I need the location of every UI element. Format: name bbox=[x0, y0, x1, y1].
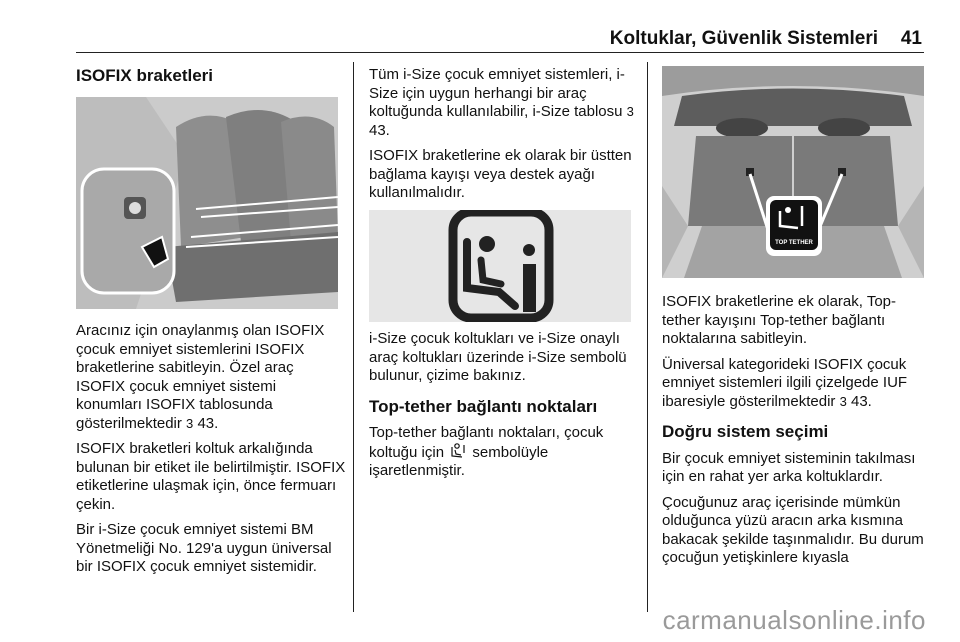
isofix-heading: ISOFIX braketleri bbox=[76, 66, 213, 85]
page-number: 41 bbox=[900, 28, 922, 49]
isize-paragraph-3: i-Size çocuk koltukları ve i-Size onaylı araç koltukları üzerinde i-Size sembolü bulunur, çizime bakınız. bbox=[369, 330, 627, 384]
universal-isofix-paragraph: Üniversal kategorideki ISOFIX çocuk emniyet sistemleri ilgili çizelgede IUF ibaresiyle gösterilmektedir 3 43. bbox=[662, 355, 908, 410]
correct-system-paragraph-1: Bir çocuk emniyet sisteminin takılması için en rahat yer arka koltuklardır. bbox=[662, 449, 916, 485]
isofix-paragraph-3: Bir i-Size çocuk emniyet sistemi BM Yönetmeliği No. 129'a uygun üniversal bir ISOFIX çocuk emniyet sistemidir. bbox=[76, 521, 332, 575]
column-2-text-top bbox=[369, 66, 634, 210]
top-tether-heading: Top-tether bağlantı noktaları bbox=[369, 396, 598, 416]
column-1-text bbox=[76, 322, 346, 584]
isize-paragraph-1: Tüm i-Size çocuk emniyet sistemleri, i-Size için uygun herhangi bir araç koltuğunda kullanılabilir, i-Size tablosu 3 43. bbox=[369, 66, 634, 139]
column-2-text-bottom bbox=[369, 330, 639, 488]
top-tether-paragraph-2: ISOFIX braketlerine ek olarak, Top-tether kayışını Top-tether bağlantı noktalarına sabitleyin. bbox=[662, 293, 896, 347]
correct-system-heading: Doğru sistem seçimi bbox=[662, 422, 829, 441]
watermark: carmanualsonline.info bbox=[662, 605, 926, 635]
top-tether-paragraph: Top-tether bağlantı noktaları, çocuk koltuğu için sembolüyle işaretlenmiştir. bbox=[369, 424, 604, 479]
header-rule bbox=[76, 52, 924, 53]
isize-symbol-illustration bbox=[369, 210, 631, 322]
page-ref-icon: 3 bbox=[626, 104, 634, 119]
top-tether-trunk-illustration bbox=[662, 66, 924, 278]
isofix-paragraph-1: Aracınız için onaylanmış olan ISOFIX çocuk emniyet sistemlerini ISOFIX braketlerine sabitleyin. Özel araç ISOFIX çocuk emniyet sistemi konumları ISOFIX tablosunda gösterilmektedir 3 43. bbox=[76, 322, 325, 432]
page-ref-icon: 3 bbox=[839, 393, 847, 409]
page-ref-icon: 3 bbox=[186, 415, 194, 431]
column-divider-1 bbox=[353, 62, 354, 612]
isize-paragraph-2: ISOFIX braketlerine ek olarak bir üstten bağlama kayışı veya destek ayağı kullanılmalıdır. bbox=[369, 147, 632, 201]
top-tether-symbol-icon bbox=[448, 443, 468, 459]
rear-seat-isofix-illustration bbox=[76, 97, 338, 309]
correct-system-paragraph-2: Çocuğunuz araç içerisinde mümkün olduğunca yüzü aracın arka kısmına bakacak şekilde taşınmalıdır. Bu durum çocuğun yetişkinlere kıyasla bbox=[662, 493, 924, 566]
column-3-text bbox=[662, 293, 927, 575]
column-divider-2 bbox=[647, 62, 648, 612]
top-tether-badge-label: TOP TETHER bbox=[775, 240, 813, 246]
running-header-title: Koltuklar, Güvenlik Sistemleri bbox=[609, 28, 878, 49]
isofix-paragraph-2: ISOFIX braketleri koltuk arkalığında bulunan bir etiket ile belirtilmiştir. ISOFIX etiketlerine ulaşmak için, önce fermuarı çekin. bbox=[76, 440, 346, 513]
